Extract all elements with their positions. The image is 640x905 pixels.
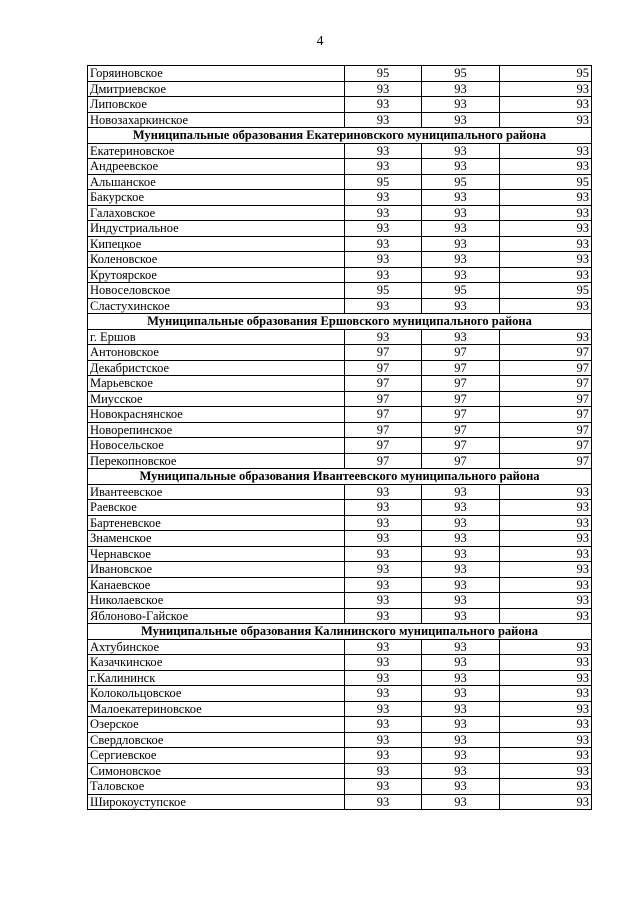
municipality-name-cell: Знаменское	[88, 531, 345, 547]
section-heading-row	[88, 128, 592, 144]
value-cell-v2: 93	[422, 500, 500, 516]
municipality-name-cell: г.Калининск	[88, 670, 345, 686]
value-cell-v1: 93	[345, 717, 422, 733]
value-cell-v3: 93	[500, 267, 592, 283]
section-heading: Муниципальные образования Ершовского муниципального района	[88, 314, 592, 330]
value-cell-v2: 93	[422, 686, 500, 702]
municipality-name-cell: Чернавское	[88, 546, 345, 562]
value-cell-v3: 93	[500, 763, 592, 779]
value-cell-v1: 93	[345, 500, 422, 516]
value-cell-v3: 93	[500, 97, 592, 113]
value-cell-v1: 93	[345, 794, 422, 810]
table-row	[88, 453, 592, 469]
table-row	[88, 190, 592, 206]
table-row	[88, 593, 592, 609]
value-cell-v3: 93	[500, 779, 592, 795]
table-row	[88, 577, 592, 593]
section-heading-row	[88, 624, 592, 640]
value-cell-v2: 93	[422, 81, 500, 97]
value-cell-v3: 93	[500, 748, 592, 764]
municipality-name-cell: Горяиновское	[88, 66, 345, 82]
value-cell-v1: 93	[345, 252, 422, 268]
value-cell-v3: 93	[500, 252, 592, 268]
value-cell-v2: 93	[422, 159, 500, 175]
value-cell-v2: 93	[422, 639, 500, 655]
value-cell-v3: 95	[500, 174, 592, 190]
value-cell-v1: 97	[345, 360, 422, 376]
municipality-name-cell: Новокраснянское	[88, 407, 345, 423]
table-row	[88, 360, 592, 376]
table-row	[88, 221, 592, 237]
value-cell-v1: 93	[345, 748, 422, 764]
table-row	[88, 686, 592, 702]
value-cell-v1: 93	[345, 81, 422, 97]
value-cell-v3: 93	[500, 81, 592, 97]
value-cell-v2: 93	[422, 562, 500, 578]
value-cell-v1: 93	[345, 639, 422, 655]
table-row	[88, 484, 592, 500]
value-cell-v1: 93	[345, 577, 422, 593]
section-heading: Муниципальные образования Ивантеевского муниципального района	[88, 469, 592, 485]
value-cell-v1: 93	[345, 97, 422, 113]
table-row	[88, 531, 592, 547]
municipality-name-cell: Новозахаркинское	[88, 112, 345, 128]
value-cell-v1: 93	[345, 531, 422, 547]
value-cell-v3: 93	[500, 236, 592, 252]
municipality-name-cell: Свердловское	[88, 732, 345, 748]
municipality-name-cell: Николаевское	[88, 593, 345, 609]
municipality-name-cell: Озерское	[88, 717, 345, 733]
value-cell-v2: 93	[422, 267, 500, 283]
table-row	[88, 717, 592, 733]
value-cell-v1: 95	[345, 174, 422, 190]
value-cell-v1: 93	[345, 701, 422, 717]
value-cell-v3: 93	[500, 159, 592, 175]
municipality-name-cell: Ахтубинское	[88, 639, 345, 655]
value-cell-v3: 93	[500, 221, 592, 237]
table-row	[88, 391, 592, 407]
table-row	[88, 112, 592, 128]
value-cell-v2: 93	[422, 112, 500, 128]
table-row	[88, 546, 592, 562]
value-cell-v3: 95	[500, 66, 592, 82]
municipality-name-cell: Раевское	[88, 500, 345, 516]
value-cell-v3: 97	[500, 453, 592, 469]
municipality-name-cell: Ивантеевское	[88, 484, 345, 500]
value-cell-v2: 93	[422, 484, 500, 500]
table-row	[88, 376, 592, 392]
value-cell-v2: 93	[422, 205, 500, 221]
value-cell-v3: 97	[500, 376, 592, 392]
table-row	[88, 252, 592, 268]
municipality-name-cell: Екатериновское	[88, 143, 345, 159]
value-cell-v1: 93	[345, 329, 422, 345]
section-heading: Муниципальные образования Калининского муниципального района	[88, 624, 592, 640]
value-cell-v3: 93	[500, 639, 592, 655]
value-cell-v1: 95	[345, 283, 422, 299]
value-cell-v1: 97	[345, 345, 422, 361]
value-cell-v3: 93	[500, 298, 592, 314]
municipality-name-cell: Сергиевское	[88, 748, 345, 764]
table-row	[88, 407, 592, 423]
municipality-name-cell: Сластухинское	[88, 298, 345, 314]
value-cell-v3: 93	[500, 329, 592, 345]
table-row	[88, 422, 592, 438]
value-cell-v1: 93	[345, 670, 422, 686]
value-cell-v3: 93	[500, 670, 592, 686]
table-row	[88, 329, 592, 345]
municipality-name-cell: Индустриальное	[88, 221, 345, 237]
value-cell-v1: 97	[345, 422, 422, 438]
value-cell-v1: 97	[345, 438, 422, 454]
value-cell-v1: 93	[345, 686, 422, 702]
value-cell-v2: 95	[422, 174, 500, 190]
value-cell-v2: 93	[422, 546, 500, 562]
value-cell-v2: 97	[422, 345, 500, 361]
municipality-name-cell: Липовское	[88, 97, 345, 113]
municipality-name-cell: Таловское	[88, 779, 345, 795]
table-row	[88, 701, 592, 717]
value-cell-v1: 93	[345, 655, 422, 671]
value-cell-v3: 97	[500, 345, 592, 361]
table-row	[88, 670, 592, 686]
table-row	[88, 655, 592, 671]
municipality-name-cell: г. Ершов	[88, 329, 345, 345]
table-row	[88, 66, 592, 82]
value-cell-v2: 97	[422, 453, 500, 469]
value-cell-v2: 93	[422, 748, 500, 764]
value-cell-v2: 93	[422, 221, 500, 237]
value-cell-v2: 93	[422, 717, 500, 733]
table-row	[88, 562, 592, 578]
value-cell-v2: 93	[422, 515, 500, 531]
value-cell-v2: 97	[422, 438, 500, 454]
value-cell-v3: 93	[500, 546, 592, 562]
value-cell-v2: 93	[422, 732, 500, 748]
value-cell-v3: 97	[500, 422, 592, 438]
value-cell-v3: 93	[500, 717, 592, 733]
value-cell-v2: 93	[422, 763, 500, 779]
section-heading-row	[88, 469, 592, 485]
value-cell-v3: 93	[500, 484, 592, 500]
value-cell-v1: 93	[345, 546, 422, 562]
value-cell-v2: 93	[422, 655, 500, 671]
municipality-name-cell: Кипецкое	[88, 236, 345, 252]
page-number: 4	[316, 34, 324, 49]
value-cell-v3: 93	[500, 190, 592, 206]
value-cell-v3: 93	[500, 562, 592, 578]
value-cell-v1: 97	[345, 376, 422, 392]
municipality-name-cell: Коленовское	[88, 252, 345, 268]
table-row	[88, 174, 592, 190]
municipality-name-cell: Ивановское	[88, 562, 345, 578]
value-cell-v3: 93	[500, 112, 592, 128]
municipality-name-cell: Декабристское	[88, 360, 345, 376]
value-cell-v3: 93	[500, 701, 592, 717]
value-cell-v3: 93	[500, 500, 592, 516]
table-row	[88, 438, 592, 454]
value-cell-v2: 93	[422, 531, 500, 547]
value-cell-v1: 93	[345, 608, 422, 624]
value-cell-v1: 93	[345, 190, 422, 206]
value-cell-v2: 97	[422, 360, 500, 376]
municipality-name-cell: Малоекатериновское	[88, 701, 345, 717]
value-cell-v1: 93	[345, 267, 422, 283]
municipality-name-cell: Казачкинское	[88, 655, 345, 671]
municipality-name-cell: Марьевское	[88, 376, 345, 392]
municipality-name-cell: Крутоярское	[88, 267, 345, 283]
value-cell-v1: 93	[345, 593, 422, 609]
table-row	[88, 205, 592, 221]
table-row	[88, 298, 592, 314]
table-row	[88, 236, 592, 252]
municipality-name-cell: Альшанское	[88, 174, 345, 190]
table-row	[88, 345, 592, 361]
value-cell-v1: 93	[345, 112, 422, 128]
value-cell-v1: 93	[345, 298, 422, 314]
value-cell-v3: 93	[500, 205, 592, 221]
value-cell-v3: 93	[500, 593, 592, 609]
table-row	[88, 779, 592, 795]
value-cell-v2: 93	[422, 329, 500, 345]
municipality-name-cell: Дмитриевское	[88, 81, 345, 97]
value-cell-v2: 93	[422, 701, 500, 717]
value-cell-v1: 97	[345, 453, 422, 469]
municipality-name-cell: Канаевское	[88, 577, 345, 593]
table-row	[88, 500, 592, 516]
value-cell-v1: 93	[345, 732, 422, 748]
table-row	[88, 794, 592, 810]
value-cell-v1: 93	[345, 515, 422, 531]
value-cell-v2: 97	[422, 376, 500, 392]
value-cell-v1: 93	[345, 562, 422, 578]
value-cell-v2: 93	[422, 143, 500, 159]
value-cell-v3: 93	[500, 608, 592, 624]
table-row	[88, 267, 592, 283]
value-cell-v2: 93	[422, 794, 500, 810]
value-cell-v2: 93	[422, 779, 500, 795]
value-cell-v2: 93	[422, 577, 500, 593]
value-cell-v1: 93	[345, 763, 422, 779]
value-cell-v3: 93	[500, 686, 592, 702]
section-heading: Муниципальные образования Екатериновского муниципального района	[88, 128, 592, 144]
value-cell-v1: 93	[345, 484, 422, 500]
value-cell-v1: 97	[345, 391, 422, 407]
municipality-name-cell: Новоселовское	[88, 283, 345, 299]
value-cell-v3: 93	[500, 515, 592, 531]
value-cell-v1: 95	[345, 66, 422, 82]
value-cell-v1: 93	[345, 779, 422, 795]
municipality-name-cell: Симоновское	[88, 763, 345, 779]
table-body	[88, 66, 592, 810]
table-row	[88, 81, 592, 97]
municipality-name-cell: Бартеневское	[88, 515, 345, 531]
value-cell-v2: 93	[422, 608, 500, 624]
value-cell-v2: 93	[422, 670, 500, 686]
table-row	[88, 515, 592, 531]
value-cell-v1: 93	[345, 205, 422, 221]
value-cell-v2: 97	[422, 391, 500, 407]
value-cell-v3: 93	[500, 577, 592, 593]
table-row	[88, 748, 592, 764]
section-heading-row	[88, 314, 592, 330]
value-cell-v1: 93	[345, 159, 422, 175]
municipality-name-cell: Новосельское	[88, 438, 345, 454]
value-cell-v3: 97	[500, 407, 592, 423]
municipality-name-cell: Антоновское	[88, 345, 345, 361]
municipality-name-cell: Широкоуступское	[88, 794, 345, 810]
municipality-name-cell: Галаховское	[88, 205, 345, 221]
municipality-name-cell: Андреевское	[88, 159, 345, 175]
value-cell-v1: 93	[345, 236, 422, 252]
value-cell-v1: 93	[345, 143, 422, 159]
value-cell-v3: 97	[500, 360, 592, 376]
value-cell-v3: 95	[500, 283, 592, 299]
municipality-name-cell: Миусское	[88, 391, 345, 407]
value-cell-v2: 93	[422, 252, 500, 268]
value-cell-v3: 93	[500, 531, 592, 547]
table-row	[88, 283, 592, 299]
value-cell-v1: 97	[345, 407, 422, 423]
table-row	[88, 608, 592, 624]
table-row	[88, 732, 592, 748]
value-cell-v2: 93	[422, 236, 500, 252]
tariff-table	[87, 65, 592, 810]
value-cell-v2: 93	[422, 593, 500, 609]
value-cell-v3: 93	[500, 655, 592, 671]
value-cell-v2: 93	[422, 97, 500, 113]
value-cell-v3: 93	[500, 794, 592, 810]
value-cell-v2: 93	[422, 298, 500, 314]
value-cell-v3: 93	[500, 143, 592, 159]
table-row	[88, 763, 592, 779]
table-row	[88, 159, 592, 175]
municipality-name-cell: Колокольцовское	[88, 686, 345, 702]
value-cell-v3: 97	[500, 391, 592, 407]
value-cell-v1: 93	[345, 221, 422, 237]
municipality-name-cell: Бакурское	[88, 190, 345, 206]
municipality-name-cell: Перекопновское	[88, 453, 345, 469]
municipality-name-cell: Новорепинское	[88, 422, 345, 438]
table-row	[88, 143, 592, 159]
value-cell-v2: 95	[422, 283, 500, 299]
value-cell-v2: 97	[422, 407, 500, 423]
value-cell-v2: 95	[422, 66, 500, 82]
table-row	[88, 639, 592, 655]
value-cell-v2: 93	[422, 190, 500, 206]
value-cell-v2: 97	[422, 422, 500, 438]
municipality-name-cell: Яблоново-Гайское	[88, 608, 345, 624]
table-row	[88, 97, 592, 113]
value-cell-v3: 93	[500, 732, 592, 748]
value-cell-v3: 97	[500, 438, 592, 454]
